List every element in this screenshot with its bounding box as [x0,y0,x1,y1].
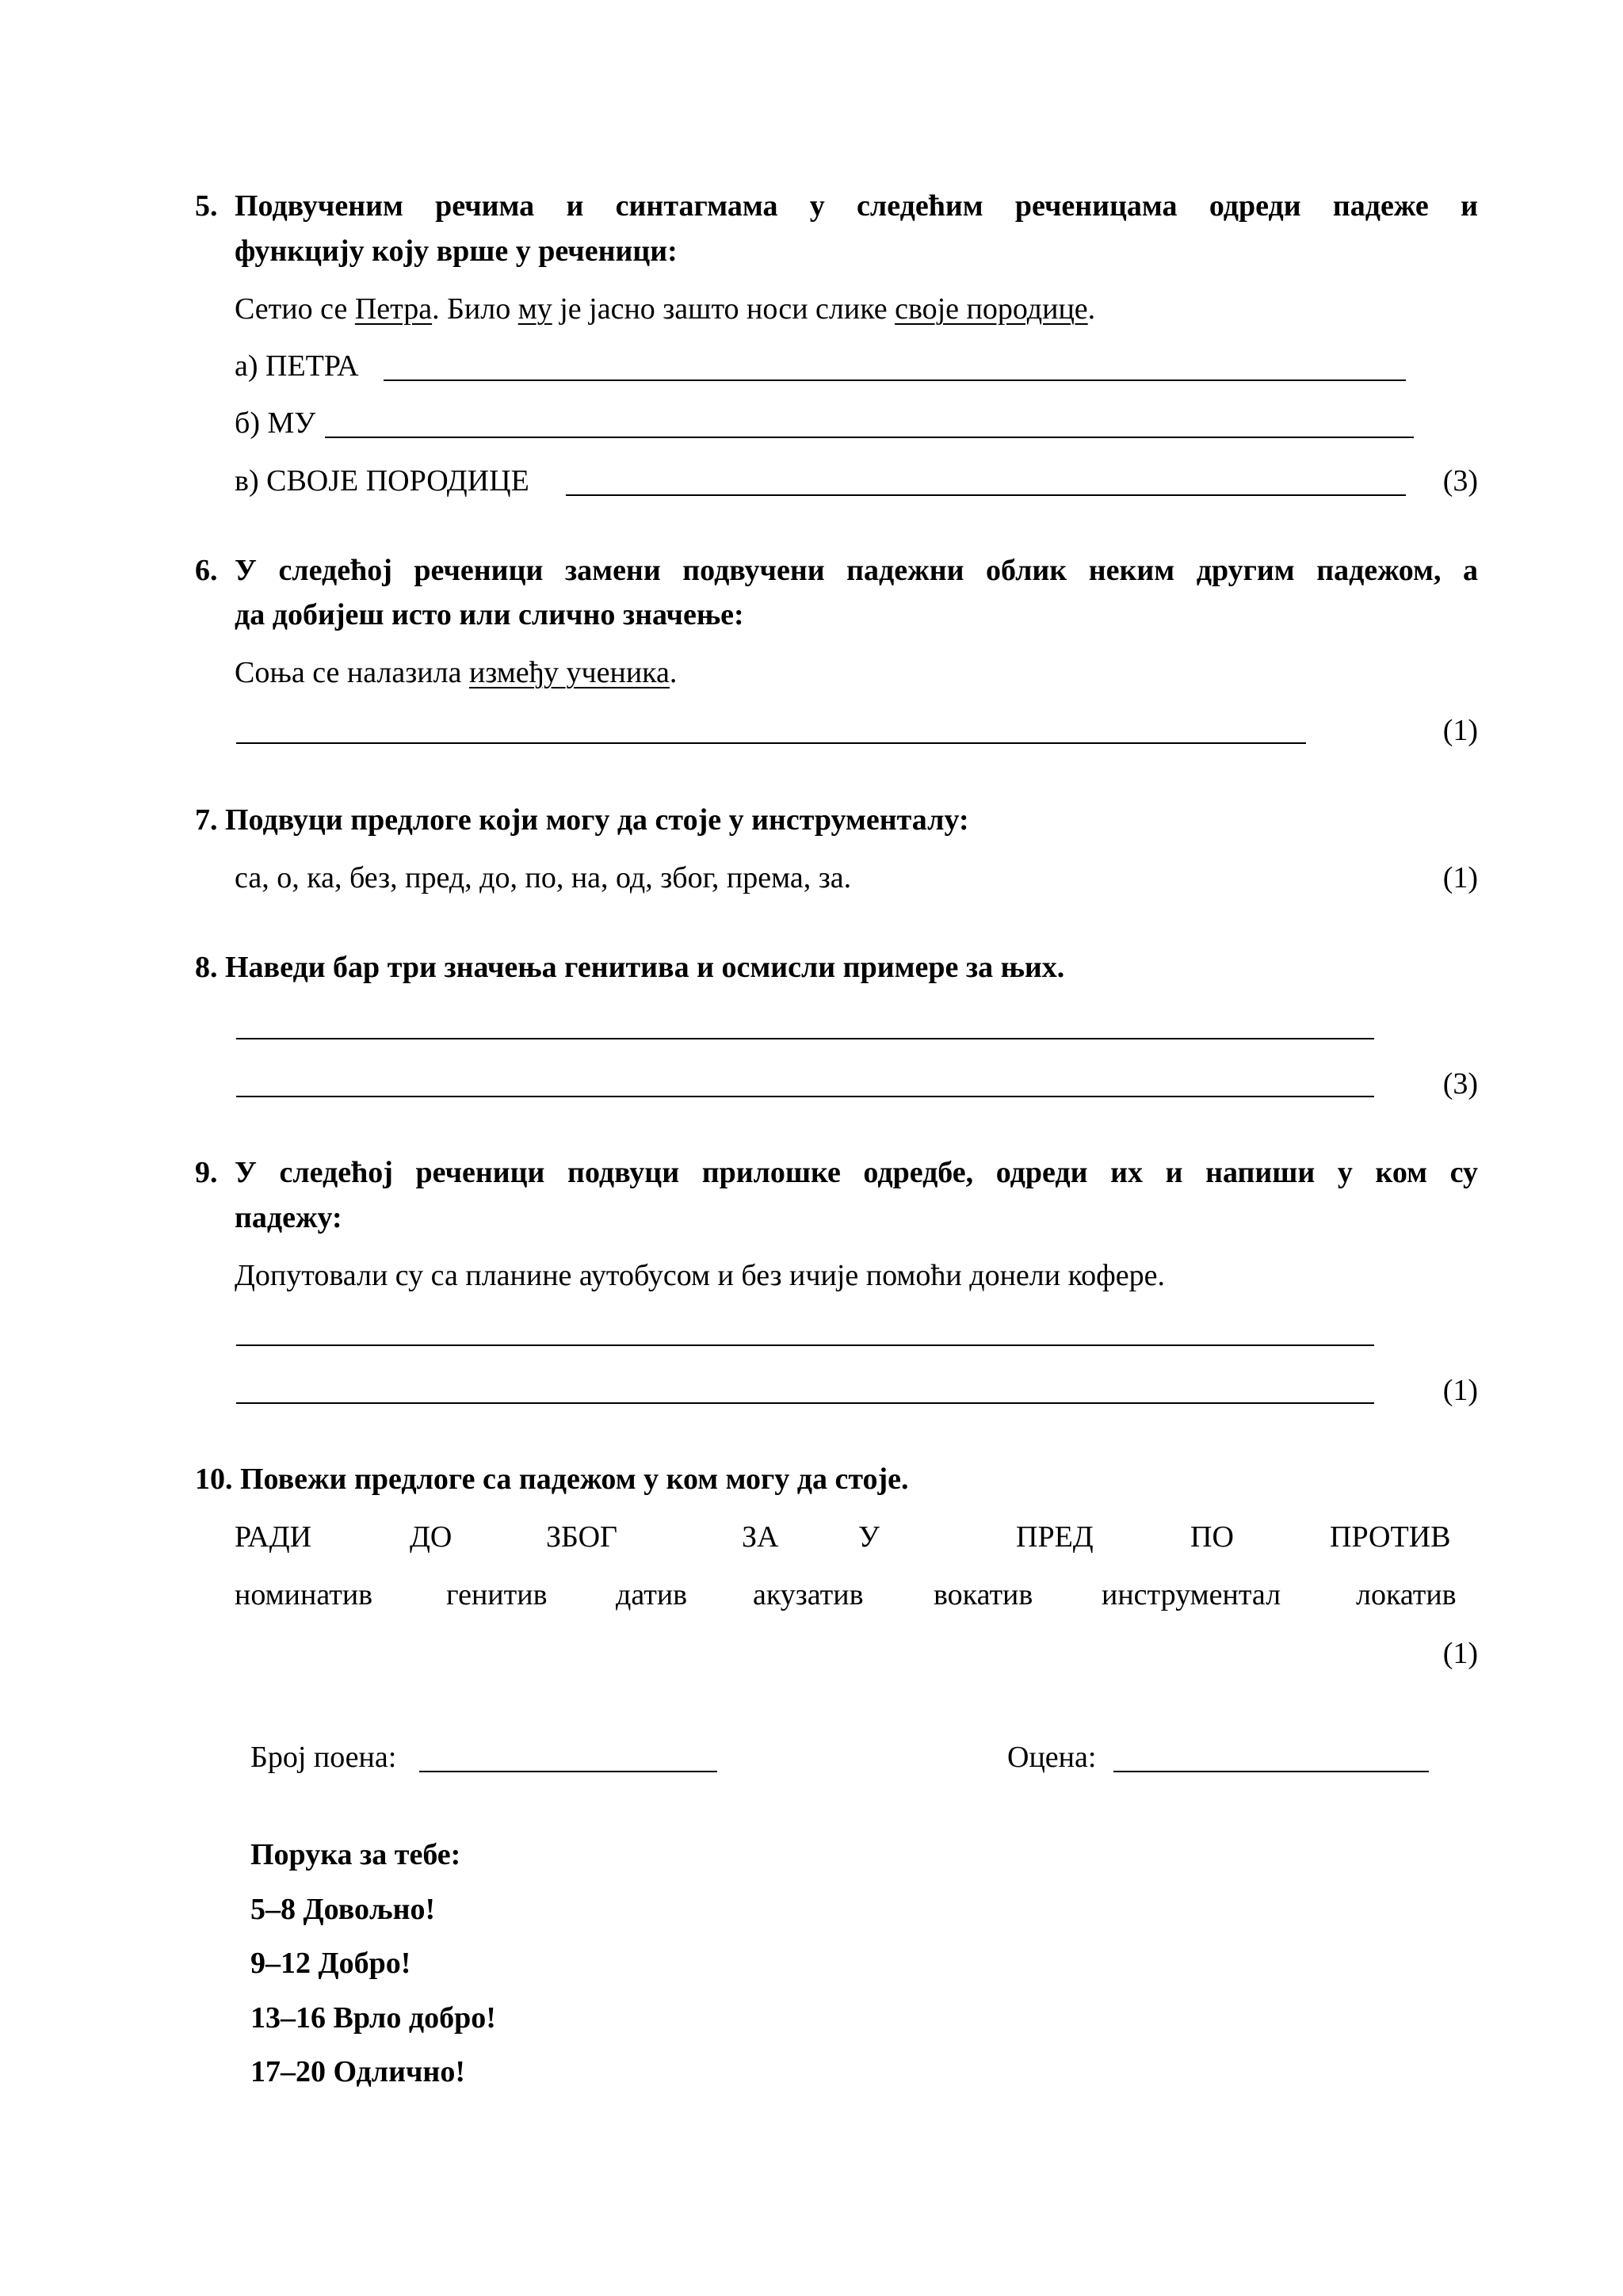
case-item[interactable]: вокатив [934,1578,1033,1611]
answer-line-2[interactable] [236,1096,1374,1097]
sentence-part: . [669,656,678,689]
sentence-part: . Било [432,292,518,326]
answer-line-1[interactable] [236,1038,1374,1039]
message-line: 13–16 Врло добро! [250,2001,496,2035]
preposition-item[interactable]: ПРЕД [1016,1520,1094,1554]
answer-line[interactable] [236,742,1306,744]
question-6-points: (1) [1442,714,1478,747]
question-7-title: 7. Подвуци предлоге који могу да стоје у инструменталу: [195,803,969,837]
question-6-number: 6. [195,554,218,587]
preposition-item[interactable]: РАДИ [235,1520,312,1554]
question-7-prepositions: са, о, ка, без, пред, до, по, на, од, због, према, за. [235,861,852,894]
message-line: 17–20 Одлично! [250,2055,465,2088]
question-8-points: (3) [1442,1067,1478,1100]
question-9-number: 9. [195,1156,218,1189]
underlined-phrase: између ученика [468,656,670,689]
question-6-title-line1: У следећој реченици замени подвучени падежни облик неким другим падежом, а [235,554,1478,587]
answer-label-a: а) ПЕТРА [235,349,359,383]
preposition-item[interactable]: У [858,1520,880,1554]
question-9-title-line1: У следећој реченици подвуци прилошке одредбе, одреди их и напиши у ком су [235,1156,1478,1189]
question-6-sentence [235,658,677,688]
question-10-title: 10. Повежи предлоге са падежом у ком могу да стоје. [195,1463,909,1496]
sentence-part: . [1087,292,1096,326]
sentence-part: је јасно зашто носи слике [552,292,896,326]
message-title: Порука за тебе: [250,1838,461,1871]
answer-line-b[interactable] [325,437,1414,438]
underlined-word: своје породице [895,292,1088,326]
preposition-item[interactable]: ДО [410,1520,453,1554]
message-line: 5–8 Довољно! [250,1893,436,1926]
underlined-word: Петра [354,292,433,326]
question-10-points: (1) [1442,1637,1478,1670]
preposition-item[interactable]: ЗА [742,1520,779,1554]
answer-line-2[interactable] [236,1402,1374,1404]
question-5-title-line1: Подвученим речима и синтагмама у следећим реченицама одреди падеже и [235,189,1478,223]
question-5-title-line2: функцију коју врше у реченици: [235,235,678,268]
answer-line-a[interactable] [384,379,1406,381]
question-5-points: (3) [1442,464,1478,498]
case-item[interactable]: номинатив [235,1578,373,1611]
points-field[interactable] [419,1771,717,1772]
question-9-sentence: Допутовали су са планине аутобусом и без ичије помоћи донели кофере. [235,1259,1165,1292]
question-9-points: (1) [1442,1374,1478,1407]
answer-label-b: б) МУ [235,406,316,440]
question-5-sentence [235,294,1095,324]
answer-line-c[interactable] [566,494,1406,496]
question-6-title-line2: да добијеш исто или слично значење: [235,598,744,631]
preposition-item[interactable]: ПРОТИВ [1330,1520,1451,1554]
question-9-title-line2: падежу: [235,1201,342,1234]
preposition-item[interactable]: ПО [1190,1520,1234,1554]
points-label: Број поена: [250,1741,397,1774]
preposition-item[interactable]: ЗБОГ [546,1520,618,1554]
underlined-word: му [517,292,552,326]
question-5-number: 5. [195,189,218,223]
question-7-points: (1) [1442,861,1478,894]
answer-label-c: в) СВОЈЕ ПОРОДИЦЕ [235,464,529,498]
case-item[interactable]: генитив [446,1578,548,1611]
case-item[interactable]: датив [616,1578,688,1611]
answer-line-1[interactable] [236,1344,1374,1346]
case-item[interactable]: инструментал [1102,1578,1281,1611]
case-item[interactable]: локатив [1356,1578,1457,1611]
message-line: 9–12 Добро! [250,1947,411,1980]
case-item[interactable]: акузатив [753,1578,864,1611]
grade-field[interactable] [1113,1771,1429,1772]
sentence-part: Соња се налазила [235,656,469,689]
question-8-title: 8. Наведи бар три значења генитива и осмисли примере за њих. [195,951,1065,984]
grade-label: Оцена: [1007,1741,1097,1774]
sentence-part: Сетио се [235,292,355,326]
